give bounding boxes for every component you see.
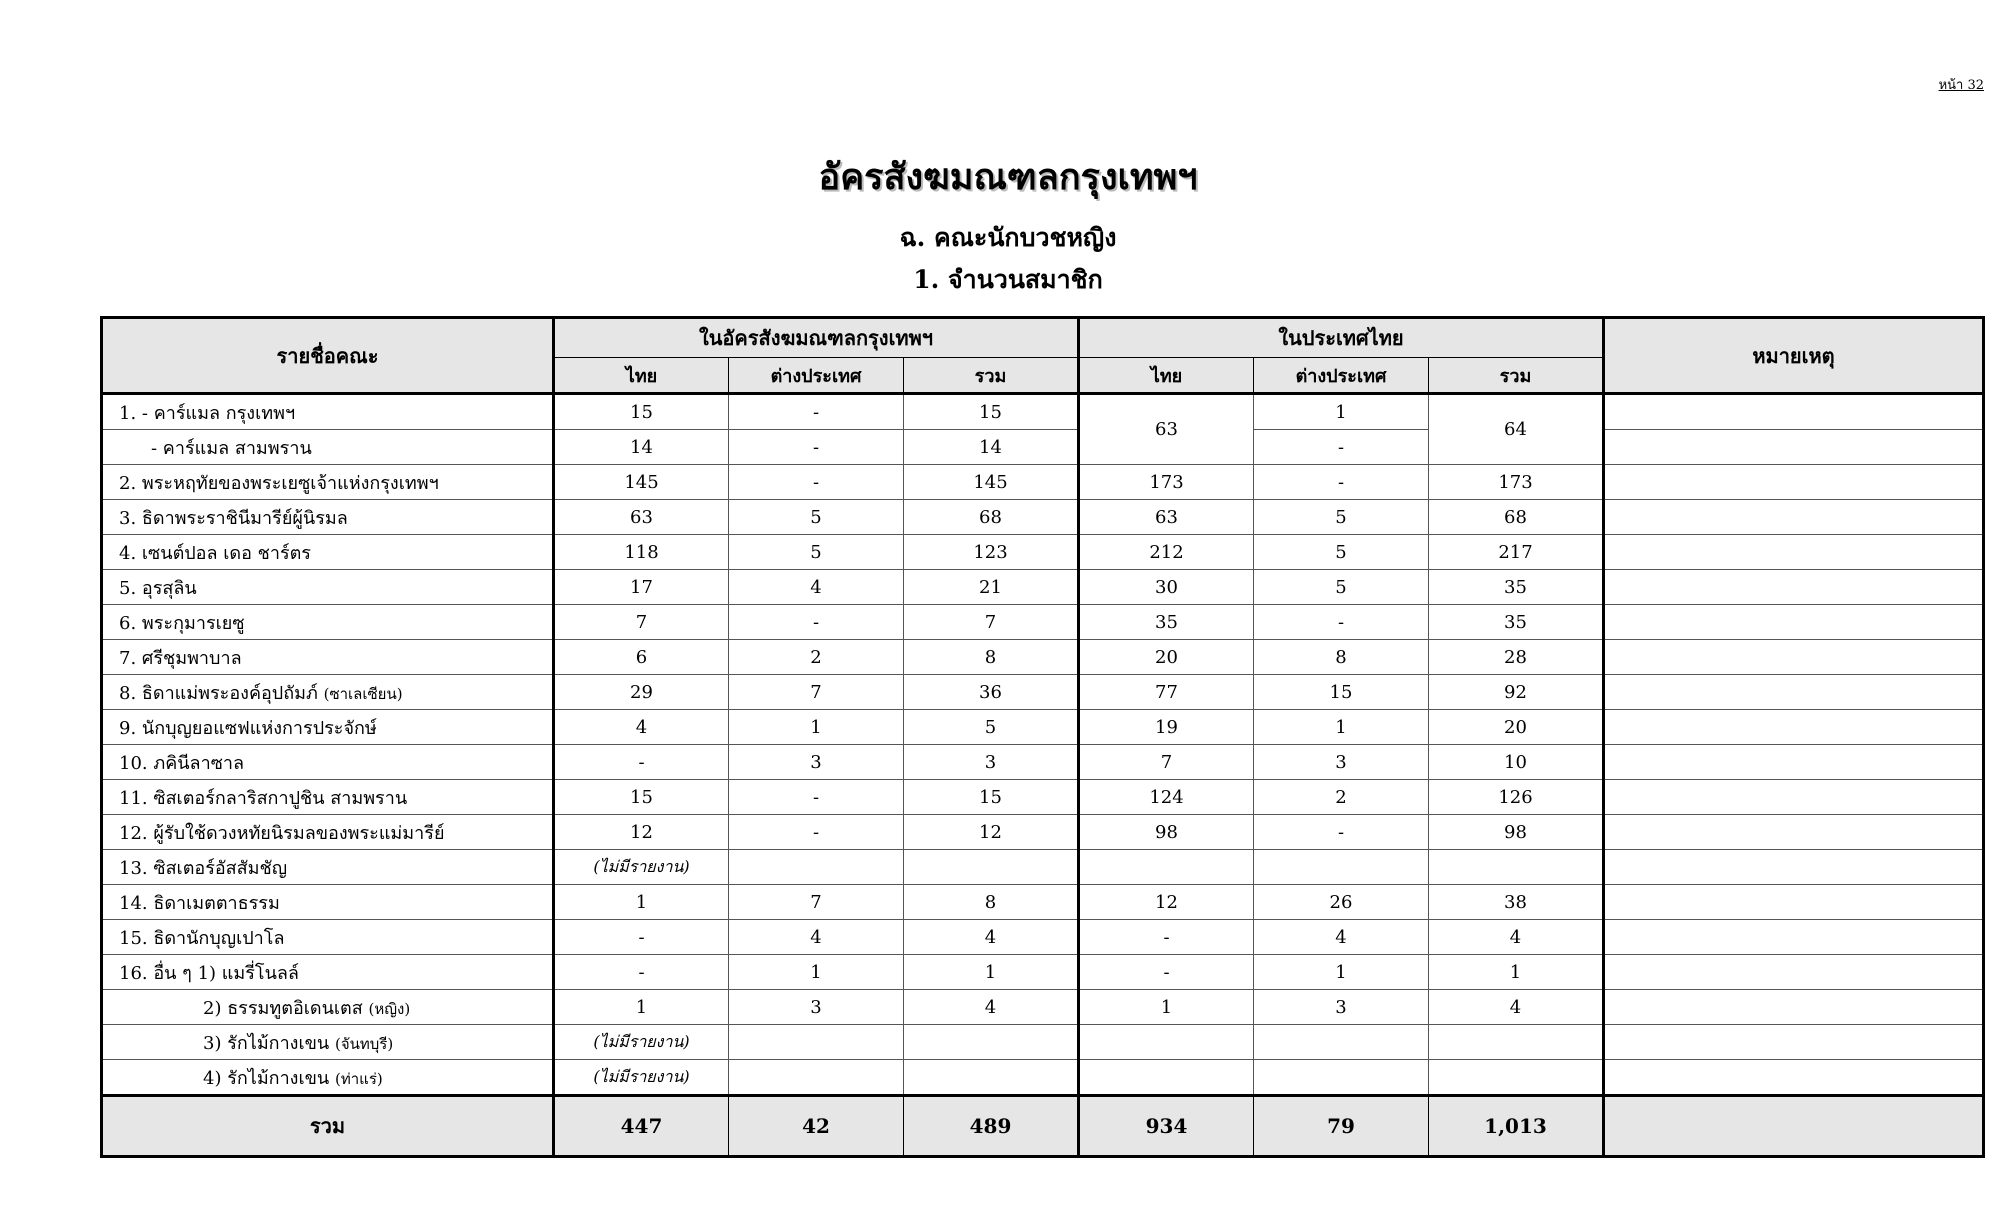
cell-b-foreign: 4 [1254,920,1429,955]
row-name-text: 4. เซนต์ปอล เดอ ชาร์ตร [119,542,311,564]
cell-b-total [1429,1060,1604,1096]
cell-b-thai: 35 [1079,605,1254,640]
table-row [102,465,1984,500]
cell-remark [1604,1025,1984,1060]
cell-b-total: 35 [1429,570,1604,605]
row-name [102,710,554,745]
table-row [102,1060,1984,1096]
cell-b-thai: - [1079,955,1254,990]
row-name-text: 2. พระหฤทัยของพระเยซูเจ้าแห่งกรุงเทพฯ [119,472,439,494]
cell-remark [1604,885,1984,920]
header-a-thai: ไทย [554,358,729,394]
cell-b-thai [1079,850,1254,885]
cell-remark [1604,394,1984,430]
row-name-note: (จันทบุรี) [334,1034,394,1053]
cell-a-thai: - [554,955,729,990]
cell-a-thai: 12 [554,815,729,850]
cell-b-foreign: 5 [1254,500,1429,535]
row-name-text: 15. ธิดานักบุญเปาโล [119,927,285,949]
cell-b-foreign [1254,850,1429,885]
cell-remark [1604,500,1984,535]
no-report-note: (ไม่มีรายงาน) [554,1025,729,1060]
cell-a-thai: - [554,745,729,780]
header-b-foreign: ต่างประเทศ [1254,358,1429,394]
row-name-text: 1. - คาร์แมล กรุงเทพฯ [119,402,296,424]
cell-b-total [1429,1025,1604,1060]
cell-b-total: 68 [1429,500,1604,535]
cell-b-foreign: - [1254,465,1429,500]
membership-table [100,316,1985,1158]
cell-b-total: 92 [1429,675,1604,710]
cell-b-foreign: 1 [1254,955,1429,990]
cell-a-thai: 63 [554,500,729,535]
cell-a-foreign: 3 [729,990,904,1025]
cell-a-foreign [729,1060,904,1096]
header-b-total: รวม [1429,358,1604,394]
row-name [102,780,554,815]
cell-a-thai: - [554,920,729,955]
cell-b-thai: 212 [1079,535,1254,570]
total-b-foreign: 79 [1254,1096,1429,1157]
cell-a-total [904,1060,1079,1096]
row-name-note: (หญิง) [368,999,411,1018]
table-subtitle: 1. จำนวนสมาชิก [913,265,1103,294]
header-remark: หมายเหตุ [1604,318,1984,394]
cell-a-thai: 6 [554,640,729,675]
total-a-thai: 447 [554,1096,729,1157]
cell-b-total: 4 [1429,920,1604,955]
row-name [102,430,554,465]
cell-remark [1604,745,1984,780]
cell-b-thai [1079,1060,1254,1096]
cell-b-total: 28 [1429,640,1604,675]
table-row [102,605,1984,640]
total-b-total: 1,013 [1429,1096,1604,1157]
cell-remark [1604,465,1984,500]
row-name [102,1060,554,1096]
cell-a-total: 4 [904,920,1079,955]
cell-b-foreign [1254,1025,1429,1060]
row-name-text: 14. ธิดาเมตตาธรรม [119,892,280,914]
cell-a-foreign: 2 [729,640,904,675]
row-name [102,535,554,570]
row-name-text: 4) รักไม้กางเขน [203,1067,330,1089]
cell-a-total: 3 [904,745,1079,780]
row-name-text: 12. ผู้รับใช้ดวงหทัยนิรมลของพระแม่มารีย์ [119,822,445,844]
cell-remark [1604,850,1984,885]
page-title: อัครสังฆมณฑลกรุงเทพฯ [818,156,1198,198]
cell-b-foreign: 1 [1254,710,1429,745]
cell-b-thai: 12 [1079,885,1254,920]
cell-remark [1604,605,1984,640]
cell-b-thai: 30 [1079,570,1254,605]
table-row [102,535,1984,570]
cell-b-thai: 63 [1079,394,1254,465]
cell-b-total: 4 [1429,990,1604,1025]
cell-a-total: 21 [904,570,1079,605]
cell-a-thai: 1 [554,990,729,1025]
table-row [102,745,1984,780]
cell-a-foreign: 3 [729,745,904,780]
cell-a-foreign: 4 [729,920,904,955]
row-name [102,570,554,605]
cell-b-total: 98 [1429,815,1604,850]
cell-a-foreign: - [729,465,904,500]
cell-b-foreign: 3 [1254,745,1429,780]
cell-b-foreign: - [1254,815,1429,850]
total-b-thai: 934 [1079,1096,1254,1157]
cell-a-total [904,850,1079,885]
cell-b-total: 38 [1429,885,1604,920]
cell-a-total: 68 [904,500,1079,535]
cell-remark [1604,710,1984,745]
cell-a-total: 8 [904,640,1079,675]
row-name-text: 9. นักบุญยอแซฟแห่งการประจักษ์ [119,717,377,739]
cell-b-thai: 7 [1079,745,1254,780]
cell-b-foreign: 5 [1254,570,1429,605]
row-name [102,990,554,1025]
cell-a-total: 1 [904,955,1079,990]
row-name [102,815,554,850]
no-report-note: (ไม่มีรายงาน) [554,850,729,885]
cell-remark [1604,640,1984,675]
no-report-note: (ไม่มีรายงาน) [554,1060,729,1096]
row-name-text: 13. ซิสเตอร์อัสสัมชัญ [119,857,288,879]
cell-b-thai: 98 [1079,815,1254,850]
cell-a-thai: 4 [554,710,729,745]
cell-a-total: 14 [904,430,1079,465]
cell-remark [1604,570,1984,605]
table-row [102,640,1984,675]
row-name-text: 3) รักไม้กางเขน [203,1032,330,1054]
header-thailand: ในประเทศไทย [1079,318,1604,358]
cell-b-thai: 19 [1079,710,1254,745]
cell-a-thai: 17 [554,570,729,605]
cell-remark [1604,1060,1984,1096]
cell-a-thai: 118 [554,535,729,570]
row-name [102,745,554,780]
cell-a-thai: 14 [554,430,729,465]
cell-a-total [904,1025,1079,1060]
cell-b-foreign: - [1254,430,1429,465]
row-name [102,885,554,920]
row-name-text: 7. ศรีชุมพาบาล [119,647,242,669]
table-row [102,675,1984,710]
cell-remark [1604,675,1984,710]
cell-a-total: 8 [904,885,1079,920]
cell-b-thai: 124 [1079,780,1254,815]
row-name-text: - คาร์แมล สามพราน [151,437,312,459]
cell-a-thai: 15 [554,780,729,815]
cell-b-foreign: 26 [1254,885,1429,920]
row-name [102,640,554,675]
cell-b-foreign: 3 [1254,990,1429,1025]
cell-a-total: 123 [904,535,1079,570]
row-name [102,605,554,640]
header-a-foreign: ต่างประเทศ [729,358,904,394]
cell-a-total: 12 [904,815,1079,850]
total-remark [1604,1096,1984,1157]
cell-a-thai: 1 [554,885,729,920]
row-name [102,955,554,990]
header-b-thai: ไทย [1079,358,1254,394]
cell-b-thai: 77 [1079,675,1254,710]
table-row [102,780,1984,815]
row-name-text: 8. ธิดาแม่พระองค์อุปถัมภ์ [119,682,318,704]
total-label: รวม [102,1096,554,1157]
cell-a-foreign: 4 [729,570,904,605]
row-name [102,920,554,955]
total-row [102,1096,1984,1157]
cell-b-thai: 20 [1079,640,1254,675]
header-name: รายชื่อคณะ [102,318,554,394]
row-name-note: (ท่าแร่) [334,1069,383,1088]
row-name-text: 3. ธิดาพระราชินีมารีย์ผู้นิรมล [119,507,348,529]
cell-b-thai: 1 [1079,990,1254,1025]
cell-b-total: 10 [1429,745,1604,780]
cell-a-total: 7 [904,605,1079,640]
cell-a-thai: 7 [554,605,729,640]
cell-a-total: 5 [904,710,1079,745]
row-name [102,465,554,500]
table-row [102,430,1984,465]
row-name [102,500,554,535]
cell-b-total: 173 [1429,465,1604,500]
cell-a-foreign: - [729,430,904,465]
cell-a-foreign: - [729,815,904,850]
cell-a-foreign: - [729,394,904,430]
cell-b-foreign: 8 [1254,640,1429,675]
cell-b-total: 217 [1429,535,1604,570]
cell-b-foreign: 5 [1254,535,1429,570]
cell-a-foreign [729,1025,904,1060]
cell-a-foreign: 7 [729,675,904,710]
table-row [102,990,1984,1025]
cell-remark [1604,990,1984,1025]
row-name-text: 5. อุรสุลิน [119,577,197,599]
cell-b-thai: - [1079,920,1254,955]
row-name-text: 16. อื่น ๆ 1) แมรี่โนลล์ [119,962,299,984]
cell-a-foreign: 5 [729,535,904,570]
cell-b-foreign [1254,1060,1429,1096]
cell-a-foreign: 7 [729,885,904,920]
row-name [102,850,554,885]
cell-a-thai: 29 [554,675,729,710]
cell-remark [1604,815,1984,850]
table-row [102,815,1984,850]
cell-b-foreign: 2 [1254,780,1429,815]
section-subtitle: ฉ. คณะนักบวชหญิง [899,223,1117,252]
table-row [102,1025,1984,1060]
table-row [102,885,1984,920]
total-a-foreign: 42 [729,1096,904,1157]
cell-b-total: 126 [1429,780,1604,815]
cell-a-foreign: 1 [729,710,904,745]
cell-a-foreign [729,850,904,885]
total-a-total: 489 [904,1096,1079,1157]
row-name [102,675,554,710]
cell-a-foreign: - [729,780,904,815]
cell-a-total: 145 [904,465,1079,500]
cell-a-total: 15 [904,780,1079,815]
header-archdiocese: ในอัครสังฆมณฑลกรุงเทพฯ [554,318,1079,358]
cell-a-total: 4 [904,990,1079,1025]
table-row [102,394,1984,430]
cell-a-foreign: 5 [729,500,904,535]
cell-b-thai: 63 [1079,500,1254,535]
cell-remark [1604,780,1984,815]
row-name-note: (ซาเลเซียน) [323,684,403,703]
cell-a-total: 15 [904,394,1079,430]
cell-remark [1604,920,1984,955]
table-row [102,850,1984,885]
table-row [102,570,1984,605]
table-row [102,955,1984,990]
cell-a-total: 36 [904,675,1079,710]
cell-b-thai [1079,1025,1254,1060]
cell-a-thai: 145 [554,465,729,500]
cell-remark [1604,430,1984,465]
cell-b-total: 64 [1429,394,1604,465]
row-name-text: 11. ซิสเตอร์กลาริสกาปูชิน สามพราน [119,787,408,809]
row-name [102,1025,554,1060]
cell-remark [1604,535,1984,570]
cell-b-total: 35 [1429,605,1604,640]
cell-b-thai: 173 [1079,465,1254,500]
page-number: หน้า 32 [1938,78,1984,93]
header-a-total: รวม [904,358,1079,394]
row-name-text: 10. ภคินีลาซาล [119,752,245,774]
cell-b-foreign: 15 [1254,675,1429,710]
cell-b-total [1429,850,1604,885]
cell-b-total: 20 [1429,710,1604,745]
cell-a-foreign: - [729,605,904,640]
row-name-text: 2) ธรรมทูตอิเดนเตส [203,997,363,1019]
cell-b-foreign: 1 [1254,394,1429,430]
cell-a-foreign: 1 [729,955,904,990]
table-row [102,710,1984,745]
table-row [102,500,1984,535]
row-name-text: 6. พระกุมารเยซู [119,612,245,634]
cell-a-thai: 15 [554,394,729,430]
cell-b-foreign: - [1254,605,1429,640]
cell-b-total: 1 [1429,955,1604,990]
table-row [102,920,1984,955]
row-name [102,394,554,430]
cell-remark [1604,955,1984,990]
